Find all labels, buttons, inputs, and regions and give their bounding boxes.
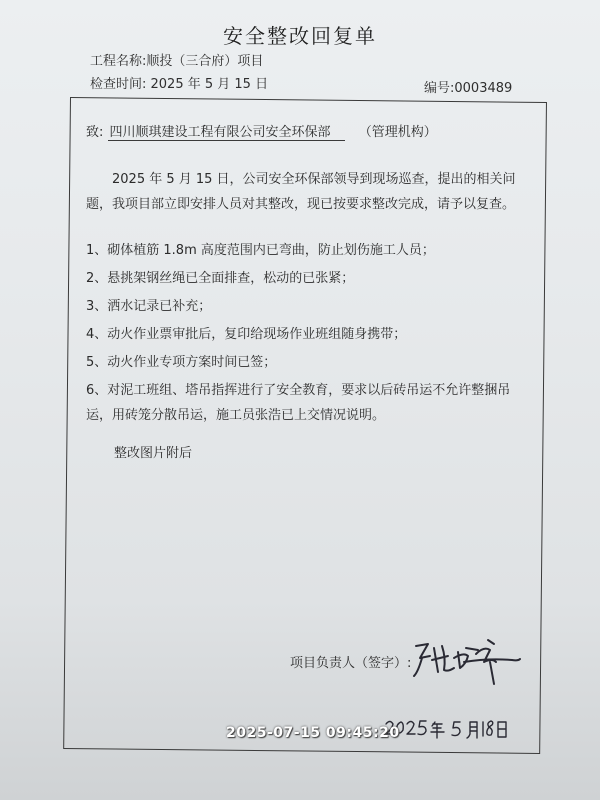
- list-item: 6、对泥工班组、塔吊指挥进行了安全教育，要求以后砖吊运不允许整捆吊运，用砖笼分散吊运，施工员张浩已上交情况说明。: [86, 383, 511, 423]
- rectification-list: [86, 238, 526, 431]
- document-title: 安全整改回复单: [223, 24, 377, 48]
- recipient-line: [86, 121, 437, 141]
- signature-label: 项目负责人（签字）:: [290, 656, 412, 671]
- project-name: 工程名称:顺投（三合府）项目: [90, 54, 264, 69]
- recipient-org: 四川顺琪建设工程有限公司安全环保部: [108, 121, 345, 141]
- document-number: 编号:0003489: [424, 81, 513, 96]
- photo-timestamp: 2025-07-15 09:45:20: [226, 725, 400, 741]
- attachment-note: 整改图片附后: [114, 446, 193, 461]
- recipient-suffix: （管理机构）: [358, 125, 437, 140]
- list-item: 4、动火作业票审批后，复印给现场作业班组随身携带；: [86, 327, 407, 342]
- inspection-date: 检查时间: 2025 年 5 月 15 日: [90, 77, 269, 92]
- handwritten-signature: [408, 628, 523, 688]
- list-item: 3、洒水记录已补充；: [86, 299, 212, 314]
- list-item: 2、悬挑架钢丝绳已全面排查，松动的已张紧；: [86, 271, 355, 286]
- list-item: 5、动火作业专项方案时间已签；: [86, 355, 277, 370]
- recipient-prefix: 致:: [86, 125, 104, 140]
- list-item: 1、砌体植筋 1.8m 高度范围内已弯曲，防止划伤施工人员；: [86, 243, 435, 258]
- intro-paragraph: 2025 年 5 月 15 日，公司安全环保部领导到现场巡查，提出的相关问题，我项目部立即安排人员对其整改，现已按要求整改完成，请予以复查。: [86, 172, 516, 212]
